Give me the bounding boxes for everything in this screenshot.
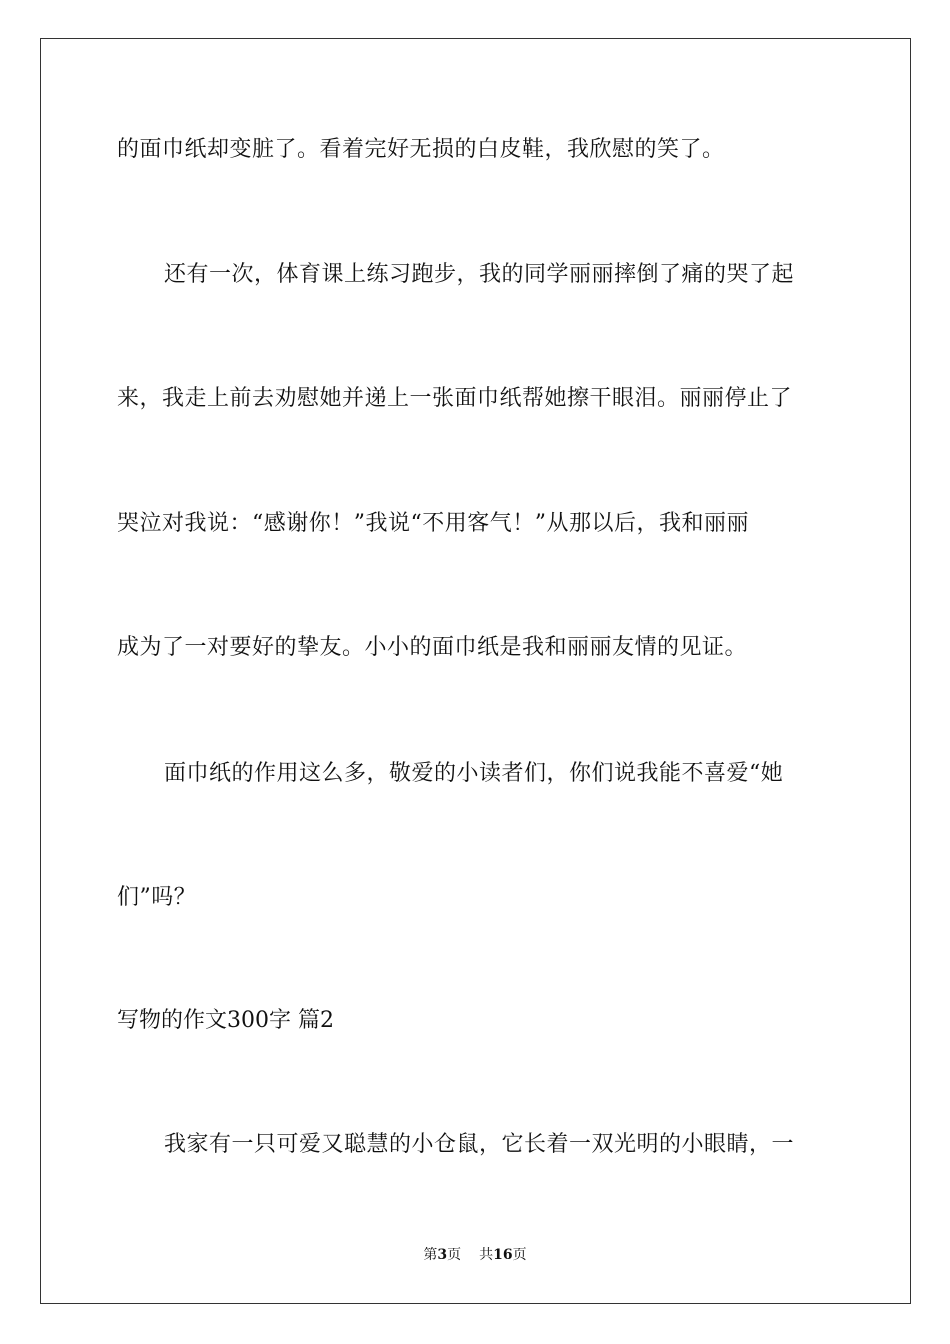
footer-page-prefix: 第 [423, 1247, 438, 1263]
paragraph-line-8: 我家有一只可爱又聪慧的小仓鼠，它长着一双光明的小眼睛，一 [164, 1132, 795, 1157]
paragraph-line-1: 的面巾纸却变脏了。看着完好无损的白皮鞋，我欣慰的笑了。 [117, 137, 725, 162]
paragraph-line-4: 哭泣对我说：“感谢你！”我说“不用客气！”从那以后，我和丽丽 [117, 511, 749, 536]
footer-total-unit: 页 [512, 1247, 527, 1263]
paragraph-line-7: 们”吗？ [117, 885, 197, 910]
paragraph-line-6: 面巾纸的作用这么多，敬爱的小读者们，你们说我能不喜爱“她 [164, 761, 784, 786]
paragraph-line-2: 还有一次，体育课上练习跑步，我的同学丽丽摔倒了痛的哭了起 [164, 262, 795, 287]
footer-total-prefix: 共 [479, 1247, 494, 1263]
paragraph-line-3: 来，我走上前去劝慰她并递上一张面巾纸帮她擦干眼泪。丽丽停止了 [117, 386, 793, 411]
section-heading: 写物的作文300字 篇2 [117, 1008, 334, 1033]
page-footer [0, 1246, 950, 1264]
footer-page-unit: 页 [447, 1247, 462, 1263]
page-border [40, 38, 911, 1304]
paragraph-line-5: 成为了一对要好的挚友。小小的面巾纸是我和丽丽友情的见证。 [117, 635, 748, 660]
footer-page-current: 3 [437, 1247, 448, 1263]
footer-page-total: 16 [493, 1247, 513, 1263]
